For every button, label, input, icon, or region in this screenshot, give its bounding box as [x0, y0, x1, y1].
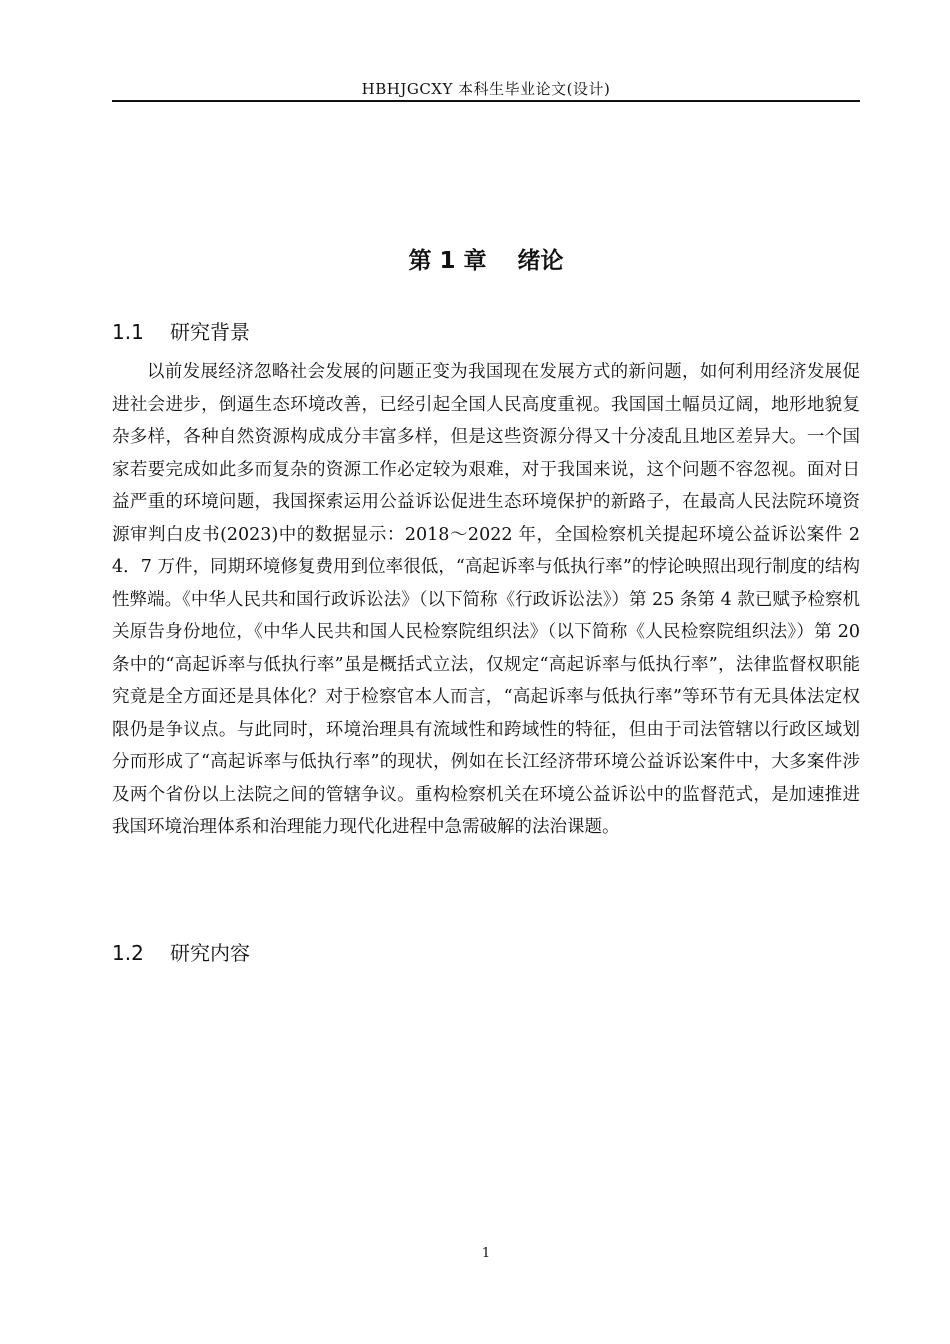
page-number: 1	[481, 1246, 491, 1261]
section-heading-background	[112, 316, 250, 345]
body-paragraph: 以前发展经济忽略社会发展的问题正变为我国现在发展方式的新问题，如何利用经济发展促进社会进步，倒逼生态环境改善，已经引起全国人民高度重视。我国国土幅员辽阔，地形地貌复杂多样，各种自然资源构成成分丰富多样，但是这些资源分得又十分凌乱且地区差异大。一个国家若要完成如此多而复杂的资源工作必定较为艰难，对于我国来说，这个问题不容忽视。面对日益严重的环境问题，我国探索运用公益诉讼促进生态环境保护的新路子，在最高人民法院环境资源审判白皮书(2023)中的数据显示：2018～2022 年，全国检察机关提起环境公益诉讼案件 24．7 万件，同期环境修复费用到位率很低，“高起诉率与低执行率”的悖论映照出现行制度的结构性弊端。《中华人民共和国行政诉讼法》（以下简称《行政诉讼法》）第 25 条第 4 款已赋予检察机关原告身份地位，《中华人民共和国人民检察院组织法》（以下简称《人民检察院组织法》）第 20 条中的“高起诉率与低执行率”虽是概括式立法，仅规定“高起诉率与低执行率”，法律监督权职能究竟是全方面还是具体化？对于检察官本人而言，“高起诉率与低执行率”等环节有无具体法定权限仍是争议点。与此同时，环境治理具有流域性和跨域性的特征，但由于司法管辖以行政区域划分而形成了“高起诉率与低执行率”的现状，例如在长江经济带环境公益诉讼案件中，大多案件涉及两个省份以上法院之间的管辖争议。重构检察机关在环境公益诉讼中的监督范式，是加速推进我国环境治理体系和治理能力现代化进程中急需破解的法治课题。	[112, 362, 860, 837]
section-number: 1.1	[112, 320, 144, 344]
running-header: HBHJGCXY 本科生毕业论文(设计)	[361, 80, 611, 98]
section-heading-content	[112, 937, 250, 966]
chapter-title: 第 1 章 绪论	[408, 248, 564, 274]
section-title: 研究背景	[170, 320, 250, 344]
section-title: 研究内容	[170, 941, 250, 965]
header-rule	[112, 100, 860, 102]
section-number: 1.2	[112, 941, 144, 965]
